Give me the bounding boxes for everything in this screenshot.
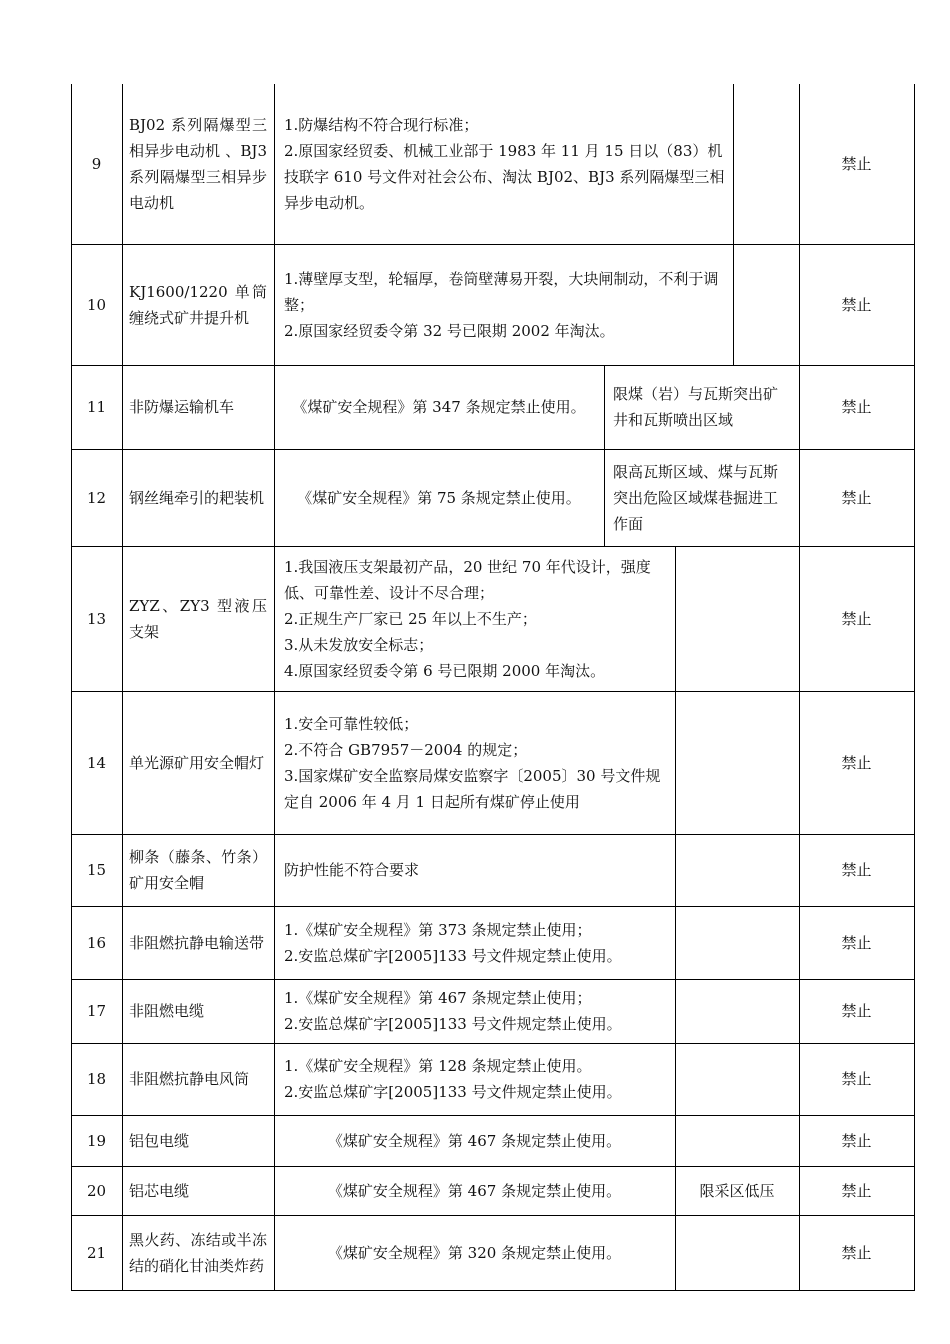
ban-reason — [274, 1215, 675, 1290]
equipment-name-text: 铝芯电缆 — [129, 1181, 190, 1200]
ban-reason — [274, 546, 675, 691]
ban-reason — [274, 834, 675, 906]
row-number-text: 16 — [86, 933, 107, 952]
ban-reason-text: 1.《煤矿安全规程》第 128 条规定禁止使用。 2.安监总煤矿字[2005]133 号文件规定禁止使用。 — [284, 1057, 622, 1101]
restriction-scope — [675, 1115, 799, 1166]
table-border-right — [914, 84, 915, 1290]
ban-reason-text: 1.《煤矿安全规程》第 467 条规定禁止使用； 2.安监总煤矿字[2005]133 号文件规定禁止使用。 — [284, 989, 622, 1033]
restriction-scope — [675, 691, 799, 834]
status — [799, 449, 914, 546]
restriction-scope — [604, 449, 799, 546]
row-number-text: 9 — [91, 155, 102, 173]
status-text: 禁止 — [841, 1131, 872, 1150]
status-text: 禁止 — [841, 609, 872, 628]
ban-reason — [274, 1043, 675, 1115]
status — [799, 244, 914, 365]
ban-reason-text: 1.安全可靠性较低； 2.不符合 GB7957－2004 的规定； 3.国家煤矿安全监察局煤安监察字〔2005〕30 号文件规定自 2006 年 4 月 1 日起所有煤矿停止使用 — [284, 714, 661, 811]
equipment-name — [122, 449, 274, 546]
status — [799, 1166, 914, 1215]
ban-reason-text: 1.薄壁厚支型，轮辐厚，卷筒壁薄易开裂，大块闸制动，不利于调整； 2.原国家经贸委令第 32 号已限期 2002 年淘汰。 — [284, 269, 719, 340]
restriction-scope-text: 限高瓦斯区域、煤与瓦斯突出危险区域煤巷掘进工作面 — [613, 462, 779, 533]
status — [799, 906, 914, 979]
ban-reason-text: 1.《煤矿安全规程》第 373 条规定禁止使用； 2.安监总煤矿字[2005]133 号文件规定禁止使用。 — [284, 920, 622, 965]
row-number-text: 14 — [86, 753, 107, 772]
ban-reason-text: 1.防爆结构不符合现行标准； 2.原国家经贸委、机械工业部于 1983 年 11 月 15 日以（83）机技联字 610 号文件对社会公布、淘汰 BJ02、BJ3 系列隔爆型三相异步电动机。 — [284, 116, 725, 212]
row-number — [71, 1166, 122, 1215]
status — [799, 1043, 914, 1115]
ban-reason — [274, 449, 604, 546]
row-number-text: 17 — [86, 1002, 107, 1020]
row-number — [71, 244, 122, 365]
status — [799, 691, 914, 834]
equipment-name-text: ZYZ、ZY3 型液压支架 — [129, 596, 267, 641]
ban-reason-text: 《煤矿安全规程》第 467 条规定禁止使用。 — [327, 1181, 622, 1200]
status-text: 禁止 — [841, 295, 872, 314]
equipment-name — [122, 906, 274, 979]
row-number — [71, 906, 122, 979]
status — [799, 84, 914, 244]
equipment-name — [122, 244, 274, 365]
restriction-scope — [733, 84, 799, 244]
ban-reason — [274, 979, 675, 1043]
equipment-name-text: 非阻燃抗静电风筒 — [129, 1070, 250, 1088]
status-text: 禁止 — [841, 1002, 872, 1020]
ban-reason-text: 1.我国液压支架最初产品，20 世纪 70 年代设计，强度低、可靠性差、设计不尽合理； 2.正规生产厂家已 25 年以上不生产； 3.从未发放安全标志； 4.原国家经贸委令第 6 号已限期 2000 年淘汰。 — [284, 557, 651, 680]
status-text: 禁止 — [841, 488, 872, 507]
equipment-name-text: 非阻燃电缆 — [129, 1002, 205, 1020]
equipment-name — [122, 979, 274, 1043]
status-text: 禁止 — [841, 933, 872, 952]
row-number-text: 11 — [86, 398, 107, 416]
ban-reason-text: 《煤矿安全规程》第 467 条规定禁止使用。 — [327, 1131, 622, 1150]
restriction-scope — [675, 1043, 799, 1115]
restriction-scope — [675, 834, 799, 906]
ban-reason — [274, 1115, 675, 1166]
row-number-text: 19 — [86, 1131, 107, 1150]
status — [799, 834, 914, 906]
status — [799, 1215, 914, 1290]
restriction-scope — [675, 546, 799, 691]
row-number-text: 18 — [86, 1070, 107, 1088]
row-number — [71, 84, 122, 244]
status — [799, 546, 914, 691]
row-number — [71, 1043, 122, 1115]
status — [799, 1115, 914, 1166]
row-number — [71, 691, 122, 834]
row-number — [71, 546, 122, 691]
row-number-text: 13 — [86, 609, 107, 628]
row-number-text: 15 — [86, 861, 107, 879]
equipment-name-text: BJ02 系列隔爆型三相异步电动机 、BJ3 系列隔爆型三相异步电动机 — [129, 116, 267, 212]
ban-reason-text: 《煤矿安全规程》第 320 条规定禁止使用。 — [327, 1243, 622, 1262]
row-number — [71, 365, 122, 449]
status-text: 禁止 — [841, 1181, 872, 1200]
row-number-text: 12 — [86, 488, 107, 507]
equipment-name — [122, 1115, 274, 1166]
ban-reason — [274, 906, 675, 979]
equipment-name-text: KJ1600/1220 单筒缠绕式矿井提升机 — [129, 282, 267, 327]
ban-reason-text: 《煤矿安全规程》第 347 条规定禁止使用。 — [292, 398, 586, 416]
equipment-name — [122, 1043, 274, 1115]
restriction-scope — [675, 1215, 799, 1290]
ban-reason — [274, 244, 733, 365]
equipment-name — [122, 691, 274, 834]
ban-reason — [274, 84, 733, 244]
ban-reason-text: 《煤矿安全规程》第 75 条规定禁止使用。 — [297, 488, 581, 507]
equipment-name — [122, 365, 274, 449]
status — [799, 979, 914, 1043]
ban-reason — [274, 691, 675, 834]
restriction-scope-text: 限采区低压 — [699, 1181, 775, 1200]
equipment-name-text: 铝包电缆 — [129, 1131, 190, 1150]
restriction-scope — [675, 1166, 799, 1215]
status — [799, 365, 914, 449]
status-text: 禁止 — [841, 861, 872, 879]
restriction-scope-text: 限煤（岩）与瓦斯突出矿井和瓦斯喷出区域 — [613, 385, 779, 429]
equipment-name-text: 非防爆运输机车 — [129, 398, 235, 416]
restriction-scope — [675, 979, 799, 1043]
row-number — [71, 1215, 122, 1290]
row-separator — [71, 1290, 915, 1291]
row-number — [71, 834, 122, 906]
equipment-name-text: 非阻燃抗静电输送带 — [129, 933, 265, 952]
row-number-text: 21 — [86, 1243, 107, 1262]
ban-reason — [274, 365, 604, 449]
equipment-name — [122, 84, 274, 244]
row-number-text: 20 — [86, 1181, 107, 1200]
equipment-name-text: 单光源矿用安全帽灯 — [129, 753, 265, 772]
row-number — [71, 449, 122, 546]
equipment-name-text: 钢丝绳牵引的耙装机 — [129, 488, 265, 507]
status-text: 禁止 — [841, 753, 872, 772]
ban-reason-text: 防护性能不符合要求 — [284, 861, 420, 879]
restriction-scope — [604, 365, 799, 449]
equipment-name — [122, 1166, 274, 1215]
ban-reason — [274, 1166, 675, 1215]
equipment-name — [122, 834, 274, 906]
row-number-text: 10 — [86, 295, 107, 314]
equipment-name — [122, 1215, 274, 1290]
restriction-scope — [675, 906, 799, 979]
equipment-name — [122, 546, 274, 691]
row-number — [71, 979, 122, 1043]
status-text: 禁止 — [841, 1070, 872, 1088]
status-text: 禁止 — [841, 1243, 872, 1262]
equipment-name-text: 柳条（藤条、竹条）矿用安全帽 — [129, 848, 267, 892]
restriction-scope — [733, 244, 799, 365]
status-text: 禁止 — [841, 155, 872, 173]
equipment-name-text: 黑火药、冻结或半冻结的硝化甘油类炸药 — [129, 1230, 267, 1275]
row-number — [71, 1115, 122, 1166]
status-text: 禁止 — [841, 398, 872, 416]
